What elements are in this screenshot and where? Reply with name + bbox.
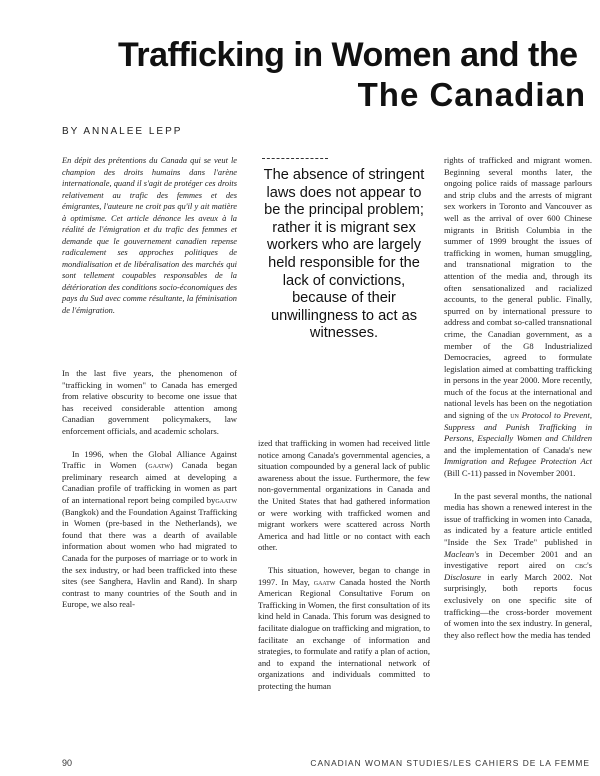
body-column-2 — [258, 438, 430, 692]
article-title-line-1: Trafficking in Women and the — [118, 36, 578, 74]
text-run: in December 2001 and an investigative report aired on — [444, 548, 592, 571]
text-run: In the past several months, the national media has shown a renewed interest in the issue of trafficking in women into Canada, as indicated by a feature article entitled "Inside the Sex Trade" published in — [444, 490, 592, 547]
text-run: In 1996, when the Global Alliance Against Traffic in Women ( — [62, 448, 237, 471]
abbreviation: cbc — [575, 560, 588, 571]
text-run: (Bill C-11) passed in November 2001. — [444, 468, 576, 479]
italic-title: Immigration and Refugee Protection Act — [444, 456, 592, 467]
paragraph: In the last five years, the phenomenon of "trafficking in women" to Canada has emerged from relative obscurity to become one issue that has received considerable attention among Canadian government policymakers, law enforcement officials, and academic scholars. — [62, 368, 237, 436]
italic-title: Maclean's — [444, 548, 480, 559]
italic-title: Disclosure — [444, 571, 481, 582]
pullquote-rule — [262, 158, 328, 159]
article-title-line-2: The Canadian — [357, 76, 586, 113]
text-run: in early March 2002. Not surprisingly, both reports focus exclusively on one specific site of trafficking—the cross-border movement of women into the sex industry. In general, they also reflect how the media has tended — [444, 571, 592, 640]
body-column-3 — [444, 155, 592, 641]
text-run: This situation, however, began to change in 1997. In May, — [258, 564, 430, 587]
abbreviation: gaatw — [215, 494, 237, 505]
paragraph — [62, 449, 237, 611]
abbreviation: gaatw — [148, 460, 170, 471]
text-run: rights of trafficked and migrant women. Beginning several months later, the ongoing police raids of massage parlours and strip clubs and the arrests of migrant sex workers in Toronto and Vancouver as well as the arrival of over 600 Chinese migrants in British Columbia in the summer of 1999 brought the issues of trafficking in women, human smuggling, and transnational migration to the attention of the media and, through its often sensationalized and racialized accounts, to the general public. Finally, spurred on by international pressure to address and combat so-called transnational crime, the Canadian government, as a member of the G8 Industrialized Democracies, agreed to formulate legislation aimed at combatting trafficking in persons in the year 2000. More recently, much of the focus at the international and national levels has been on the negotiation and signing of the — [444, 155, 592, 421]
paragraph: ized that trafficking in women had received little notice among Canada's governmental agencies, a situation compounded by a general lack of public awareness about the issue. Furthermore, the few non-governmental organizations in Canada and the United States that had gathered information or were working with trafficked women and migrant workers were scattered across North America and had little or no contact with each other. — [258, 438, 430, 553]
paragraph — [258, 565, 430, 693]
text-run: 's — [587, 560, 592, 571]
text-run: Canada hosted the North American Regional Consultative Forum on Trafficking in Women, the first consultation of its kind held in Canada. This forum was designed to facilitate dialogue on trafficking and migration, to facilitate an exchange of information and strategies, to formulate and ratify a plan of action, and to expand the international network of organizations and individuals committed to protecting the human — [258, 576, 430, 691]
text-run: and the implementation of Canada's new — [444, 444, 592, 455]
paragraph — [444, 491, 592, 642]
paragraph — [444, 155, 592, 480]
italic-title: Protocol to Prevent, Suppress and Punish Trafficking in Persons, Especially Women and Children — [444, 410, 592, 444]
abbreviation: un — [510, 410, 519, 421]
author-byline: BY ANNALEE LEPP — [62, 126, 183, 137]
french-abstract: En dépit des prétentions du Canada qui se veut le champion des droits humains dans l'arène internationale, quand il s'agit de protéger ces droits relativement au trafic des femmes et des émigrantes, l'auteure ne croit pas qu'il y ait matière à optimisme. Cet article dénonce les aveux à la réalité de l'émigration et du trafic des femmes et demande que le gouvernement canadien repense radicalement ses approches politiques de mondialisation et de libéralisation des marchés qui sont tellement coupables responsables de la détérioration des conditions socio-économiques des pays du Sud avec comme résultante, la féminisation de l'émigration. — [62, 156, 237, 315]
pullquote: The absence of stringent laws does not appear to be the principal problem; rather it is migrant sex workers who are largely held responsible for the lack of convictions, because of their unwillingness to act as witnesses. — [263, 167, 425, 342]
abbreviation: gaatw — [313, 576, 336, 587]
body-column-1 — [62, 368, 237, 611]
text-run: ) Canada began preliminary research aimed at developing a Canadian profile of trafficking in women as part of an international report being compiled by — [62, 460, 238, 505]
text-run: (Bangkok) and the Foundation Against Trafficking in Women (pre-based in the Netherlands), we found that there was a dearth of available information about women who had migrated to Canada for the purposes of marriage or to work in the sex industry, or had been trafficked into these sites (see Sanghera, Havlin and Rand). In sharp contrast to many countries of the South and in Europe, we also real- — [62, 506, 237, 610]
page-number: 90 — [62, 758, 73, 768]
journal-name: CANADIAN WOMAN STUDIES/LES CAHIERS DE LA FEMME — [310, 758, 590, 768]
